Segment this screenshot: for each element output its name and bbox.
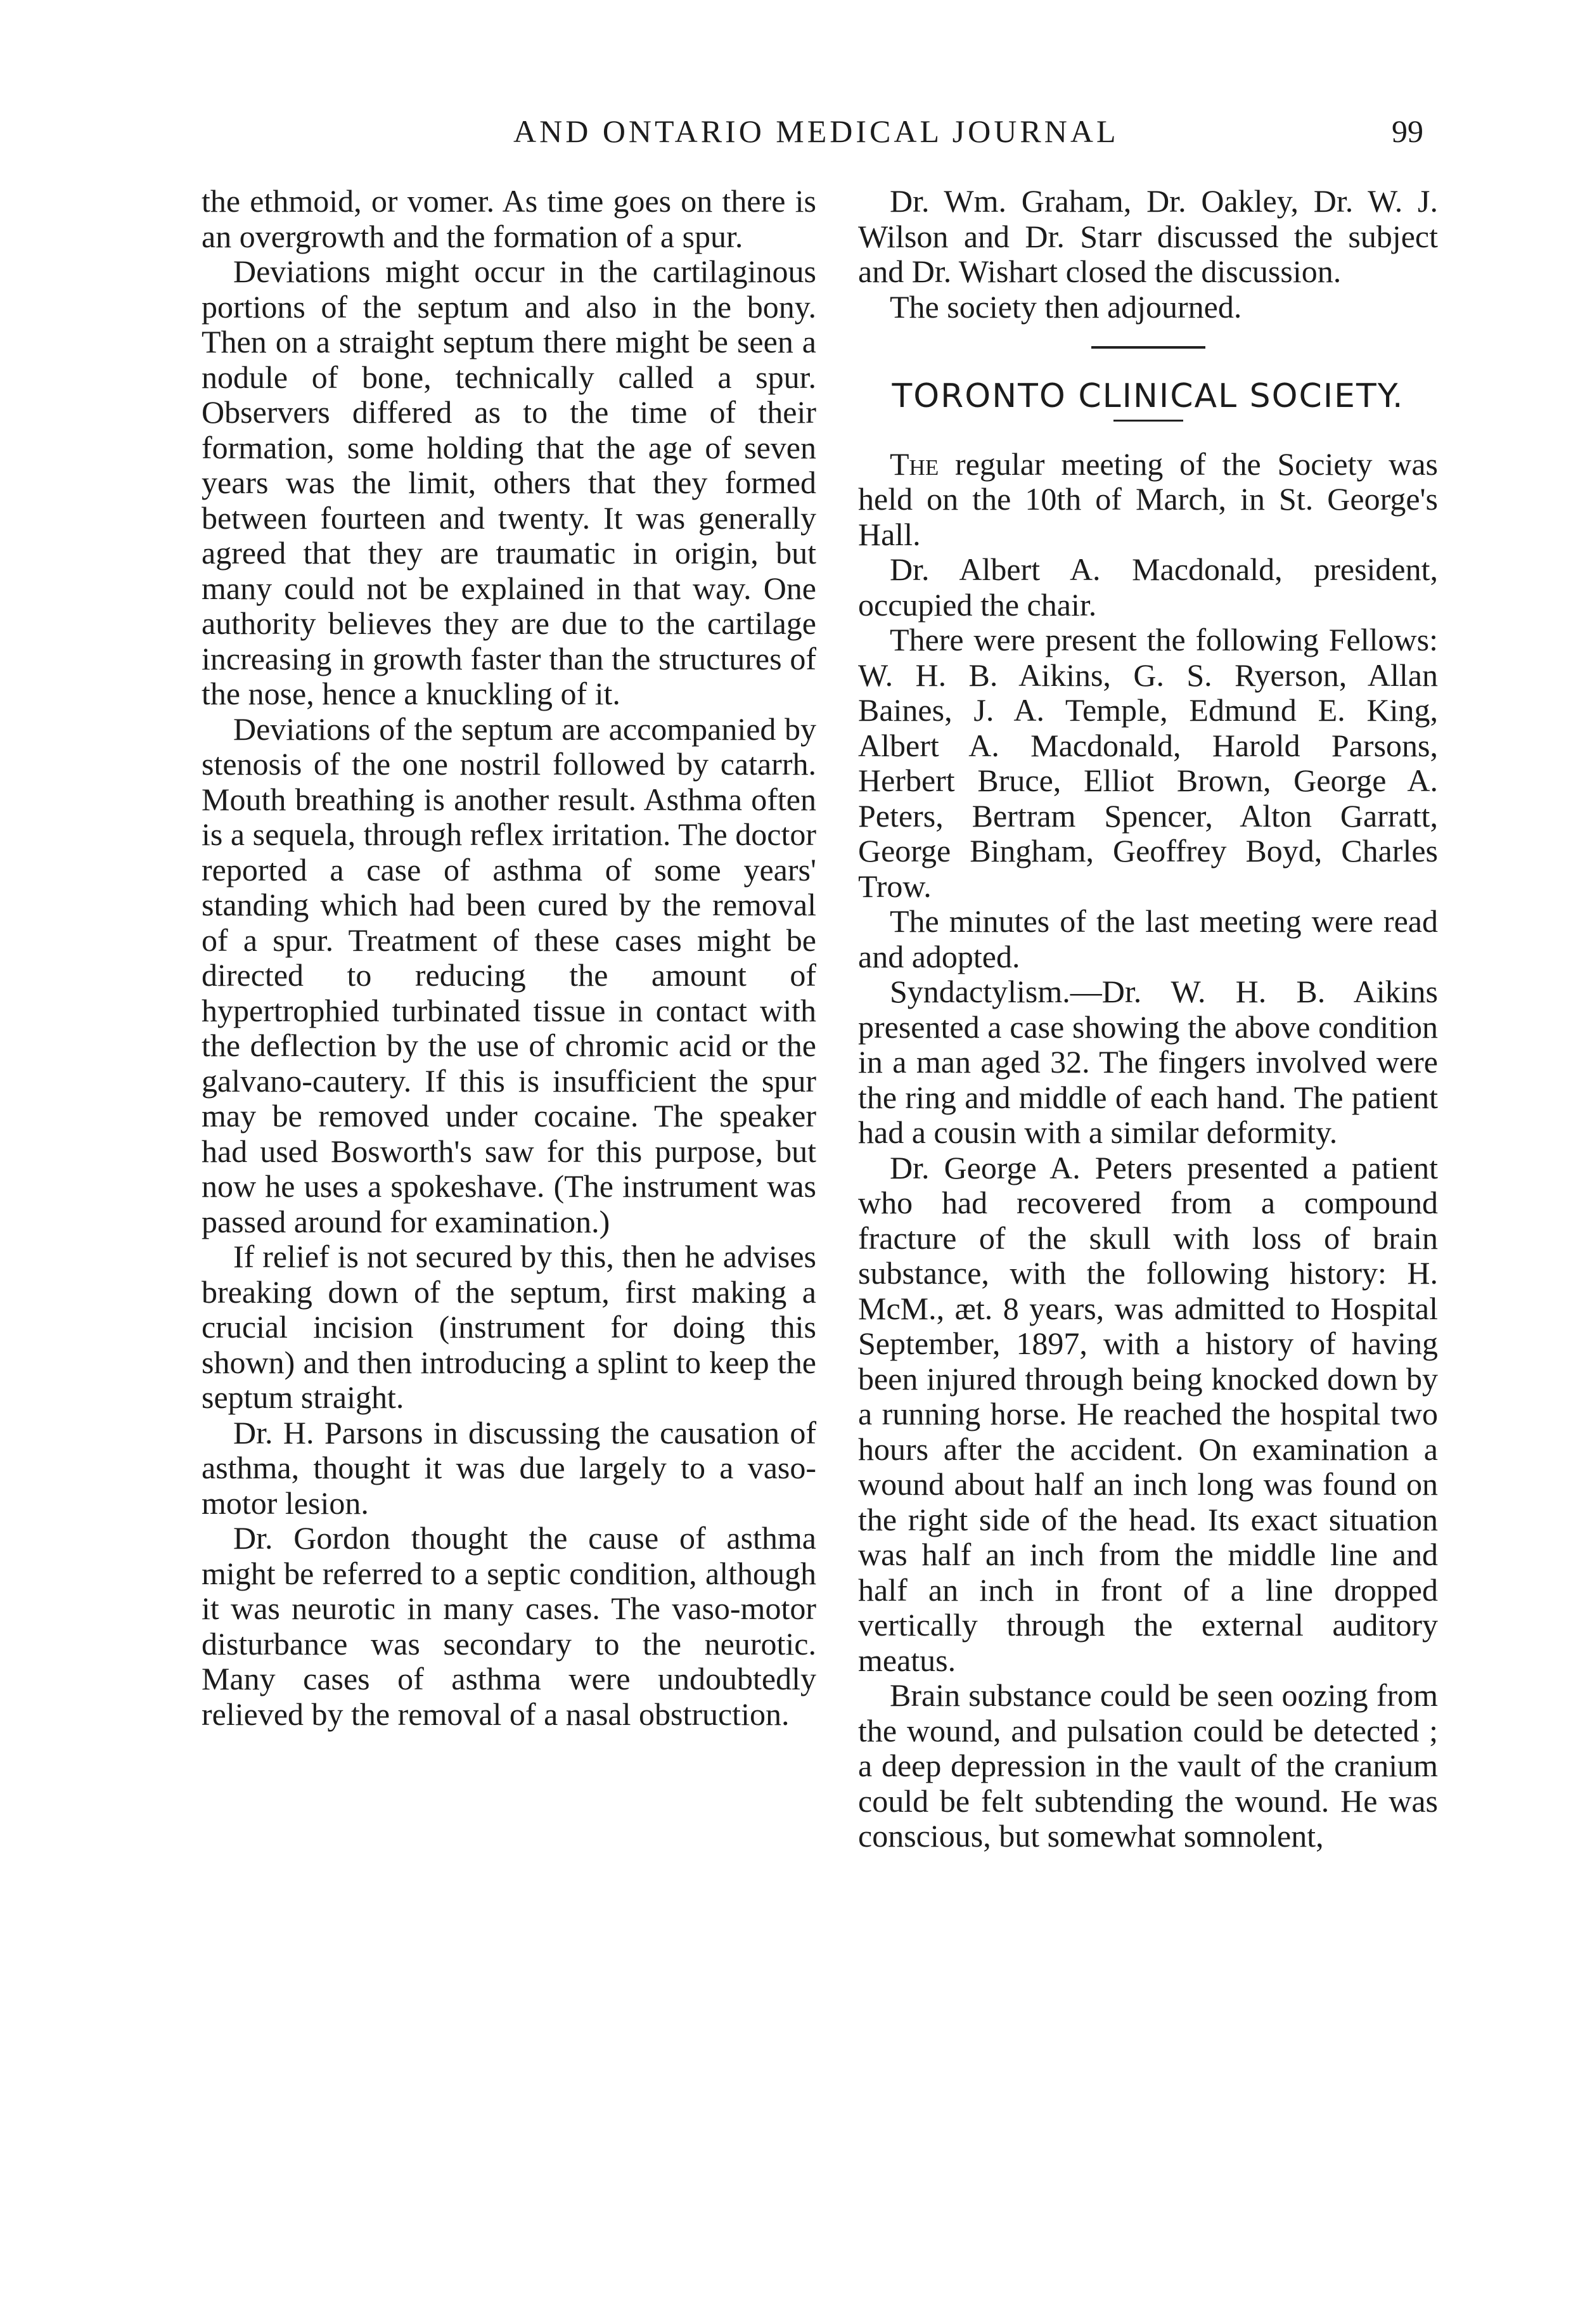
page-number: 99 xyxy=(1392,113,1423,149)
running-title: AND ONTARIO MEDICAL JOURNAL xyxy=(513,113,1119,149)
paragraph: Deviations of the septum are accompanied by stenosis of the one nostril followed by catarrh. Mouth breathing is another result. Asthma often is a sequela, through reflex irritation. The doctor reported a case of asthma of some years' standing which had been cured by the removal of a spur. Treatment of these cases might be directed to reducing the amount of hypertrophied turbinated tissue in contact with the deflection by the use of chromic acid or the galvano-cautery. If this is insufficient the spur may be removed under cocaine. The speaker had used Bosworth's saw for this purpose, but now he uses a spokeshave. (The instrument was passed around for examination.) xyxy=(202,711,816,1239)
paragraph: Dr. Albert A. Macdonald, president, occupied the chair. xyxy=(858,552,1438,623)
paragraph: the ethmoid, or vomer. As time goes on there is an overgrowth and the formation of a spur. xyxy=(202,183,816,254)
paragraph xyxy=(858,447,1438,553)
paragraph: Dr. H. Parsons in discussing the causation of asthma, thought it was due largely to a vaso-motor lesion. xyxy=(202,1414,816,1521)
running-head xyxy=(0,113,1578,164)
paragraph: Dr. George A. Peters presented a patient who had recovered from a compound fracture of the skull with loss of brain substance, with the following history: H. McM., æt. 8 years, was admitted to Hospital September, 1897, with a history of having been injured through being knocked down by a running horse. He reached the hospital two hours after the accident. On examination a wound about half an inch long was found on the right side of the head. Its exact situation was half an inch from the middle line and half an inch in front of a line dropped vertically through the external auditory meatus. xyxy=(858,1149,1438,1678)
paragraph: There were present the following Fellows: W. H. B. Aikins, G. S. Ryerson, Allan Baines, J. A. Temple, Edmund E. King, Albert A. Macdonald, Harold Parsons, Herbert Bruce, Elliot Brown, George A. Peters, Bertram Spencer, Alton Garratt, George Bingham, Geoffrey Boyd, Charles Trow. xyxy=(858,622,1438,904)
left-column xyxy=(202,184,816,1732)
heading-underline xyxy=(1113,420,1183,422)
paragraph: Dr. Wm. Graham, Dr. Oakley, Dr. W. J. Wilson and Dr. Starr discussed the subject and Dr. Wishart closed the discussion. xyxy=(858,183,1438,289)
paragraph: Deviations might occur in the cartilaginous portions of the septum and also in the bony. Then on a straight septum there might be seen a nodule of bone, technically called a spur. Observers differed as to the time of their formation, some holding that the age of seven years was the limit, others that they formed between fourteen and twenty. It was generally agreed that they are traumatic in origin, but many could not be explained in that way. One authority believes they are due to the cartilage increasing in growth faster than the structures of the nose, hence a knuckling of it. xyxy=(202,254,816,711)
paragraph: If relief is not secured by this, then he advises breaking down of the septum, first making a crucial incision (instrument for doing this shown) and then introducing a splint to keep the septum straight. xyxy=(202,1239,816,1415)
paragraph: The minutes of the last meeting were read and adopted. xyxy=(858,903,1438,974)
section-divider xyxy=(1091,346,1205,349)
lead-word: The xyxy=(890,446,939,482)
paragraph-text: regular meeting of the Society was held on the 10th of March, in St. George's Hall. xyxy=(858,446,1438,552)
section-heading: TORONTO CLINICAL SOCIETY. xyxy=(892,377,1404,415)
paragraph: Dr. Gordon thought the cause of asthma might be referred to a septic condition, although it was neurotic in many cases. The vaso-motor disturbance was secondary to the neurotic. Many cases of asthma were undoubtedly relieved by the removal of a nasal obstruction. xyxy=(202,1520,816,1732)
paragraph: The society then adjourned. xyxy=(890,288,1242,325)
right-column xyxy=(858,184,1438,1854)
paragraph: Brain substance could be seen oozing from the wound, and pulsation could be detected ; a deep depression in the vault of the cranium could be felt subtending the wound. He was conscious, but somewhat somnolent, xyxy=(858,1677,1438,1854)
paragraph: Syndactylism.—Dr. W. H. B. Aikins presented a case showing the above condition in a man aged 32. The fingers involved were the ring and middle of each hand. The patient had a cousin with a similar deformity. xyxy=(858,974,1438,1150)
